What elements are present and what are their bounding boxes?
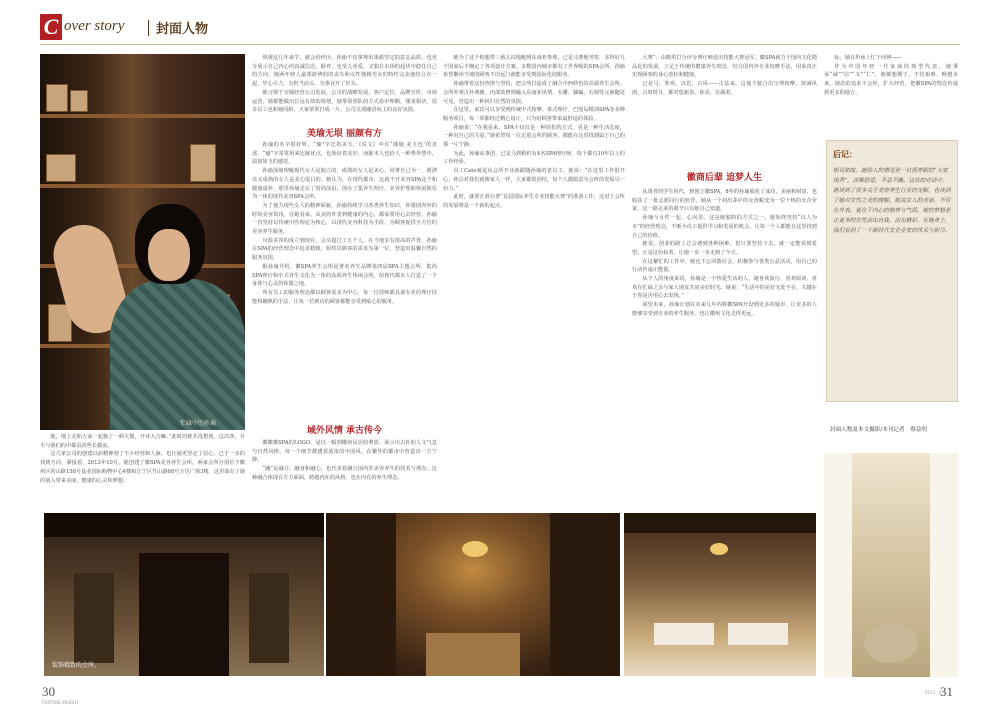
paragraph: 据孙瑜介绍，徽SPA养生会所是著名养生品牌第四届SPA主题会所，集尚SPA理疗和中式养生文化为一体的高端养生休闲会所，给现代都市人打造了一个身体与心灵的休憩之地。 — [252, 263, 437, 288]
header-logo-letter: C — [40, 14, 62, 40]
corridor-photo — [326, 513, 620, 676]
paragraph: 川源美容的成立到现在，会员超过了五千人，在当地享有很高的声誉。孙瑜在SPA的经营理念中追求精致，始终以顾客的需求为第一位，营造出温馨自然的服务氛围。 — [252, 237, 437, 262]
curtain-room-photo — [824, 453, 958, 677]
paragraph: 纵观这几年来学，就会给经历，孙瑜不仅拿规出果敢坚定的意志品质，也充分展示自己内心的真诚信念，摒弃，也受人喜爱，又独在市场的起伏中稳住自己的方向。她两年轻人最郑敢辨的的丧失和女性独挑男女的特性完美地结合在一起，毕心尽力，有担当肩头，为事业开了好头。 — [252, 55, 437, 88]
text-column-2c — [252, 439, 437, 507]
page-footer-right: 2013 . 6 — [925, 690, 942, 695]
floor — [426, 633, 520, 676]
paragraph: 孙瑜与女性一起，心向美，这是她独特的方式之一。她始终坚持“以人为本”的经营理念，不断为员工提供学习和发展的机会，让每一个人都能在这里找到自己的价值。 — [632, 215, 817, 239]
paragraph: 展望未来，孙瑜计划在未来几年内将徽SPA开设到更多的城市，让更多的人能够享受到专业的养生服务，也让徽州文化走得更远。 — [632, 302, 817, 317]
afterword-box — [826, 140, 958, 402]
paragraph: 孙瑜深刻理解现代女人是独立的，成熟的女人是美心，同著自己为一，既漂亮又成熟的女人是美心很目的。她认为，在现代都市，这就不开美容SPA这个和健康滋补。那里孙瑜走在了时尚前沿，创办了集养生理疗、美容护理和休闲娱乐为一体的现代美容SPA会所。 — [252, 168, 437, 201]
text-column-2b — [252, 141, 437, 415]
side-panel — [249, 573, 289, 663]
portrait-photo — [40, 54, 245, 430]
curtain — [824, 453, 852, 677]
afterword-title: 后记： — [833, 150, 857, 159]
paragraph: “融”是融合，融身和融心，也代表着融合国内外美容养生的技术与理念，这种融合体现在方方面面，跨越内在的风格，也在内在的养生理念。 — [252, 466, 437, 481]
paragraph: 大赛”。由精英打分评分理疗师选出技能大赛冠军，徽SPA就力于国内文化精品化的发展，立足于传统的健康养生理念，结合国内外专业按摩手法，用来真正实现顾客的身心放松和健康。 — [632, 55, 817, 79]
portrait-caption: 忙碌中的孙瑜 — [180, 420, 217, 427]
subheading-2: 域外风情 承古传今 — [306, 426, 383, 436]
paragraph: 她习惯于交城经营公司发展，公司的战略发展，客户定位，品牌宣传，市场运营，她都能做出长远有效的规划，她带领团队的方式看中理顺，刚柔相济，很多员工也和她同龄，大家常常打成一片，公司呈现融洽向上的良好氛围。 — [252, 89, 437, 114]
massage-bed — [728, 623, 788, 645]
storefront-caption: 装饰精致的会所。 — [52, 662, 101, 669]
paragraph: 这几家公司的创建以前精神到了不少经营和人脉，也让她更坚定了信心，已于一步的找到方向，紧接着，2012年10月，她创建了徽SPA美容养生会所。两家会所分别位于徽州区的山路158号基业国际购物中心4楼和江宁区竹山路68号万达广场3楼，这里面有了她的别入带来美丽，健康的心灵和梦想。 — [40, 451, 245, 484]
product-box — [190, 144, 216, 182]
paragraph: 为此，孙瑜从事创，已是马到稍约有4名SPA理疗师，每个都有10年以上的工作经验。 — [443, 150, 625, 166]
product-box — [46, 154, 76, 182]
header-divider — [148, 20, 149, 36]
text-column-4a — [632, 54, 817, 159]
person-face — [148, 229, 190, 281]
left-wall — [326, 513, 396, 676]
text-column-4b — [632, 188, 817, 508]
product-box — [46, 84, 68, 112]
paragraph: 她为了这个构想带三番五次地跑到东南亚参观，已是马赛地考察，多得好几个国家后才确定了各项设计方案。多数国内城市都有了世界级的SPA会所，孙瑜希望徽州当地的顾客不出远门就能享受到国际化的服务。 — [443, 55, 625, 79]
paragraph: 孙瑜带着这份热情与坚持，把会所打造成了融合中西特色的高端养生会所。会所外观古朴典雅，内部装修则融入东南亚风情，木雕、藤编、石刻等元素随处可见，营造出一种回归自然的氛围。 — [443, 81, 625, 105]
paragraph: 从个人的角度来说，孙瑜是一个热爱生活的人，她喜欢旅行，喜欢阅读，喜欢在忙碌之余与家人朋友共度美好时光。她说：“生活中的美好无处不在，关键在于你是否用心去发现。” — [632, 276, 817, 300]
paragraph: 此时，就要正准办著“首届国际养生专业技能大赛”的准备工作，这对于会所的发展将是一个新的起点。 — [443, 194, 625, 209]
paragraph: 为了使力现代女人的精神面貌，孙瑜持续学习各类养生知识，涉猎国内外的时尚美容资讯，在她看来，从美的外表到健康的内心，都需要用心去经营。孙瑜一直坚持以传统中医理论为核心，以现代美容科技为手段，为顾客提供全方位的美容养生服务。 — [252, 202, 437, 236]
paragraph: 徽徽徽SPA的LOGO，是以一幅到徽州民居的剪影，展示出古朴的人文气息与自然风格，每一个细节都透着浓浓的中国风，在繁华的都市中营造出一方宁静。 — [252, 440, 437, 464]
header-rule — [40, 44, 960, 45]
subheading-1: 美瑜无垠 丽颜有方 — [306, 129, 383, 139]
storefront-photo — [44, 513, 324, 676]
shelf — [40, 114, 245, 118]
page-number-right: 31 — [940, 684, 953, 699]
paragraph: 孙瑜说：“在我看来，SPA不仅仅是一种放松的方式，更是一种生活态度，一种对自己的关爱。”她希望每一位走进会所的顾客，都能在这里找到属于自己的那一片宁静。 — [443, 124, 625, 149]
text-column-3 — [443, 54, 625, 508]
paragraph: 标，她在坦承上忙于问辨—— — [834, 55, 902, 61]
text-column-1 — [40, 433, 245, 508]
page-number-left: 30 — [42, 684, 55, 699]
curtain — [930, 453, 958, 677]
paragraph: 已是马，参观，沉思，古风——古法来，这使个接合出宝理按摩，按减风雨，古时时月，都对悠新表，和美，有踢着。 — [632, 81, 817, 96]
paragraph: 所有员工的服务理念都以顾客需求为中心，每一位技师都具备专业的理疗技能和娴熟的手法，让每一位到访的顾客都能享受到贴心的服务。 — [252, 289, 437, 305]
entrance-door — [139, 553, 229, 676]
right-wall — [550, 513, 620, 676]
massage-bed — [654, 623, 714, 645]
text-column-5 — [824, 54, 958, 134]
photo-credit: 封面人物及本文摄影/本刊记者 蔡益明 — [830, 427, 927, 433]
paragraph: 员工Cate就是从会所开业就跟随孙瑜的老员工，她说：“在这里工作很开心，孙总对我们就像家人一样，大家都很团结，每个人都愿意为会所的发展尽一份力。” — [443, 168, 625, 192]
shelf — [40, 184, 245, 188]
treatment-room-photo — [624, 513, 816, 676]
ceiling — [44, 513, 324, 537]
ceiling-lamp — [710, 543, 728, 555]
subheading-3: 徽商后辈 追梦人生 — [686, 173, 763, 183]
chandelier — [462, 541, 488, 557]
paragraph: 她说，创业的路上总会遇到各种困难，但只要坚持下去，就一定能看到希望。正是这份执着，让她一步一步走到了今天。 — [632, 241, 817, 256]
paragraph: 从贤者的学生时代，到创立徽SPA，8年的孙瑜收获了成功，美丽和财富，也收获了一批志愿同行的伙伴。她从一个初出茅庐的女孩蜕变为一位干练的女企业家，这一路走来的艰辛只有她自己知道。 — [632, 189, 817, 213]
paragraph: 作为中国年轻一代家商的典型代表，她秉承“诚”“信”“义”“仁”，她都想期于，不管艰难，畅想未来，她态的追求不会停，扩大经营，把徽SPA的理念传递到更多的地方。 — [824, 63, 958, 96]
floor-medallion — [864, 623, 918, 663]
afterword-text: 相见如故，她给人的感觉是一位很养眼的“大家闺秀”，淡雅舒适，不急不躁。这次的对话中，她谈到了很多关于美容养生行业的见解，也谈到了她对女性之美的理解。她说女人的美丽，不仅在外表，更在于内心的修养与气质。她的梦想是让更多的女性活出自我，活出精彩。在她身上，我们看到了一个新时代女企业家的风采与担当。 — [833, 168, 951, 234]
paragraph: 地，地上走和大家一起拢了一顿大餐，开业大吉嘛。”此时的她并没想到，这次客，并平与我们的中都看淡些长做前。 — [40, 434, 245, 449]
product-box — [70, 90, 88, 112]
ceiling — [624, 513, 816, 533]
header-section-title: 封面人物 — [156, 22, 209, 37]
paragraph: 孙瑜的名字很好听。“瑜”字泛指美玉，《说文》中有“瑾瑜,美玉也”的表述。“瑜”字常常用来比喻优点，也象征着美好，而她本人也给人一种秀外慧中，温润如玉的感觉。 — [252, 142, 437, 166]
paragraph: 在这繁忙的工作中，她也不忘回馈社会，积极参与各类公益活动，用自己的行动传递正能量。 — [632, 258, 817, 274]
person-body — [110, 279, 245, 430]
text-column-2a — [252, 54, 437, 120]
page-footer-left: FORTUNE INSIGHT — [42, 700, 79, 705]
paragraph: 在这里，来宾可以享受到传统中式按摩、泰式理疗、巴厘岛精油SPA等多种服务项目，每一项都经过精心设计，只为给顾客带来最舒适的体验。 — [443, 107, 625, 122]
header-cover-story: over story — [64, 18, 125, 34]
side-panel — [74, 573, 114, 663]
